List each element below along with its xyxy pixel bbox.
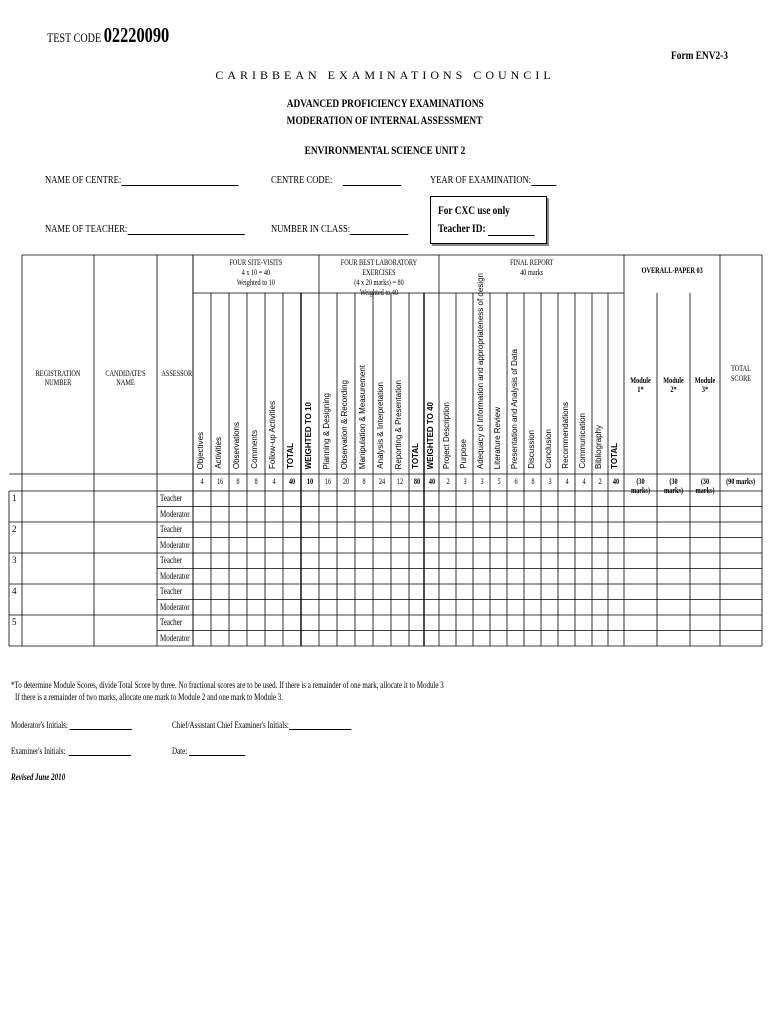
report-col-header: Recommendations <box>560 402 570 469</box>
lab-col-header: Manipulation & Measurement <box>358 364 367 469</box>
module-header: Module 2* <box>663 376 684 394</box>
row-number: 5 <box>12 617 17 627</box>
date-label: Date: <box>172 746 188 756</box>
lab-col-header: WEIGHTED TO 40 <box>425 401 435 469</box>
moderation-title: MODERATION OF INTERNAL ASSESSMENT <box>287 113 483 127</box>
site-col-header: Comments <box>250 430 259 469</box>
max-mark: 2 <box>445 477 450 486</box>
max-mark: 12 <box>396 477 404 486</box>
examiner-initials-label: Examiner's Initials: <box>11 746 66 756</box>
cxc-use-label: For CXC use only <box>438 203 510 217</box>
assessor-teacher: Teacher <box>160 555 183 565</box>
overall-paper-header: OVERALL-PAPER 03 <box>641 266 703 275</box>
row-number: 1 <box>12 493 17 503</box>
teacher-id-label: Teacher ID: <box>438 221 486 235</box>
lab-col-header: TOTAL <box>410 443 420 469</box>
remainder-note: If there is a remainder of two marks, allocate one mark to Module 2 and one mark to Module 3. <box>15 692 284 702</box>
centre-code-label: CENTRE CODE: <box>271 174 333 186</box>
max-mark: 3 <box>479 477 484 486</box>
test-code-number: 02220090 <box>103 23 170 47</box>
chief-examiner-initials-label: Chief/Assistant Chief Examiner's Initials: <box>172 720 289 730</box>
exam-title: ADVANCED PROFICIENCY EXAMINATIONS <box>286 96 484 110</box>
report-col-header: Adequacy of information and appropriateness of design <box>475 272 485 469</box>
teacher-name-label: NAME OF TEACHER: <box>45 223 128 235</box>
max-mark: 2 <box>598 477 602 486</box>
max-mark: (30 marks) <box>630 477 651 495</box>
site-col-header: Observations <box>232 421 241 469</box>
lab-col-header: Planning & Designing <box>322 392 331 469</box>
col-reg-number: REGISTRATION NUMBER <box>35 369 81 387</box>
max-mark: 40 <box>612 477 620 486</box>
report-col-header: Discussion <box>526 430 536 469</box>
lab-exercises-header: FOUR BEST LABORATORY EXERCISES (4 x 20 marks) = 80 Weighted to 40 <box>340 258 418 297</box>
max-mark: 4 <box>200 477 204 486</box>
row-number: 4 <box>12 586 17 596</box>
max-mark: 24 <box>378 477 386 486</box>
max-mark: 5 <box>496 477 501 486</box>
max-mark: (90 marks) <box>726 477 756 486</box>
total-score-header: TOTAL SCORE <box>730 364 752 383</box>
max-mark: 10 <box>306 477 314 486</box>
report-col-header: Project Description <box>441 401 451 469</box>
report-col-header: Bibliography <box>594 424 603 469</box>
chief-examiner-initials-field[interactable] <box>172 720 402 730</box>
centre-name-label: NAME OF CENTRE: <box>45 174 122 186</box>
module-header: Module 1* <box>630 376 651 394</box>
max-mark: 3 <box>462 477 467 486</box>
form-id: Form ENV2-3 <box>671 48 728 62</box>
max-mark: 8 <box>530 477 535 486</box>
max-mark: 8 <box>254 477 258 486</box>
assessor-teacher: Teacher <box>160 524 183 534</box>
report-col-header: TOTAL <box>610 443 619 469</box>
max-mark: 80 <box>413 477 420 486</box>
report-col-header: Conclusion <box>543 429 553 469</box>
row-number: 2 <box>12 524 17 534</box>
report-col-header: Purpose <box>458 439 468 469</box>
assessor-teacher: Teacher <box>160 617 183 627</box>
max-mark: 40 <box>288 477 296 486</box>
max-mark: 6 <box>513 477 518 486</box>
subject-title: ENVIRONMENTAL SCIENCE UNIT 2 <box>304 143 466 157</box>
site-visits-header: FOUR SITE-VISITS 4 x 10 = 40 Weighted to 10 <box>229 258 283 287</box>
lab-col-header: Observation & Recording <box>340 379 349 469</box>
site-col-header: Follow-up Activities <box>268 400 277 469</box>
assessor-moderator: Moderator <box>160 632 190 643</box>
site-col-header: Objectives <box>196 431 205 469</box>
assessor-moderator: Moderator <box>160 508 190 519</box>
report-col-header: Literature Review <box>492 406 502 469</box>
report-col-header: Communication <box>577 413 587 469</box>
max-mark: (30 marks) <box>663 477 684 495</box>
site-col-header: Activities <box>214 437 223 469</box>
date-field[interactable] <box>172 746 266 756</box>
assessor-teacher: Teacher <box>160 586 183 596</box>
max-mark: 4 <box>564 477 569 486</box>
lab-col-header: Reporting & Presentation <box>394 379 403 469</box>
module-header: Module 3* <box>694 376 716 394</box>
module-score-note: *To determine Module Scores, divide Total Score by three. No fractional scores are to be used. If there is a remainder of one mark, allocate it to Module 3 <box>11 680 444 690</box>
max-mark: 20 <box>342 477 350 486</box>
council-name: CARIBBEAN EXAMINATIONS COUNCIL <box>215 68 555 82</box>
lab-col-header: Analysis & Interpretation <box>376 382 385 469</box>
test-code-label: TEST CODE <box>47 30 102 45</box>
max-mark: 8 <box>236 477 240 486</box>
revised-date: Revised June 2010 <box>11 772 66 782</box>
moderator-initials-label: Moderator's Initials: <box>11 720 68 730</box>
assessor-moderator: Moderator <box>160 570 190 581</box>
assessor-moderator: Moderator <box>160 539 190 550</box>
max-mark: 4 <box>272 477 276 486</box>
row-number: 3 <box>12 555 17 565</box>
site-col-header: WEIGHTED TO 10 <box>304 401 313 469</box>
moderator-initials-field[interactable] <box>11 720 166 730</box>
exam-year-label: YEAR OF EXAMINATION: <box>430 174 532 186</box>
max-mark: 4 <box>581 477 586 486</box>
max-mark: 40 <box>428 477 435 486</box>
site-col-header: TOTAL <box>286 443 295 469</box>
col-candidate-name: CANDIDATE'S NAME <box>105 369 146 387</box>
number-in-class-label: NUMBER IN CLASS: <box>271 223 351 235</box>
max-mark: 3 <box>547 477 552 486</box>
report-col-header: Presentation and Analysis of Data <box>509 348 519 469</box>
assessor-moderator: Moderator <box>160 601 190 612</box>
max-mark: 16 <box>324 477 332 486</box>
max-mark: 16 <box>216 477 224 486</box>
assessor-teacher: Teacher <box>160 493 183 503</box>
examiner-initials-field[interactable] <box>11 746 165 756</box>
max-mark: 8 <box>362 477 366 486</box>
col-assessor: ASSESSOR <box>161 369 193 378</box>
max-mark: (30 marks) <box>695 477 715 495</box>
final-report-header: FINAL REPORT 40 marks <box>509 258 554 277</box>
